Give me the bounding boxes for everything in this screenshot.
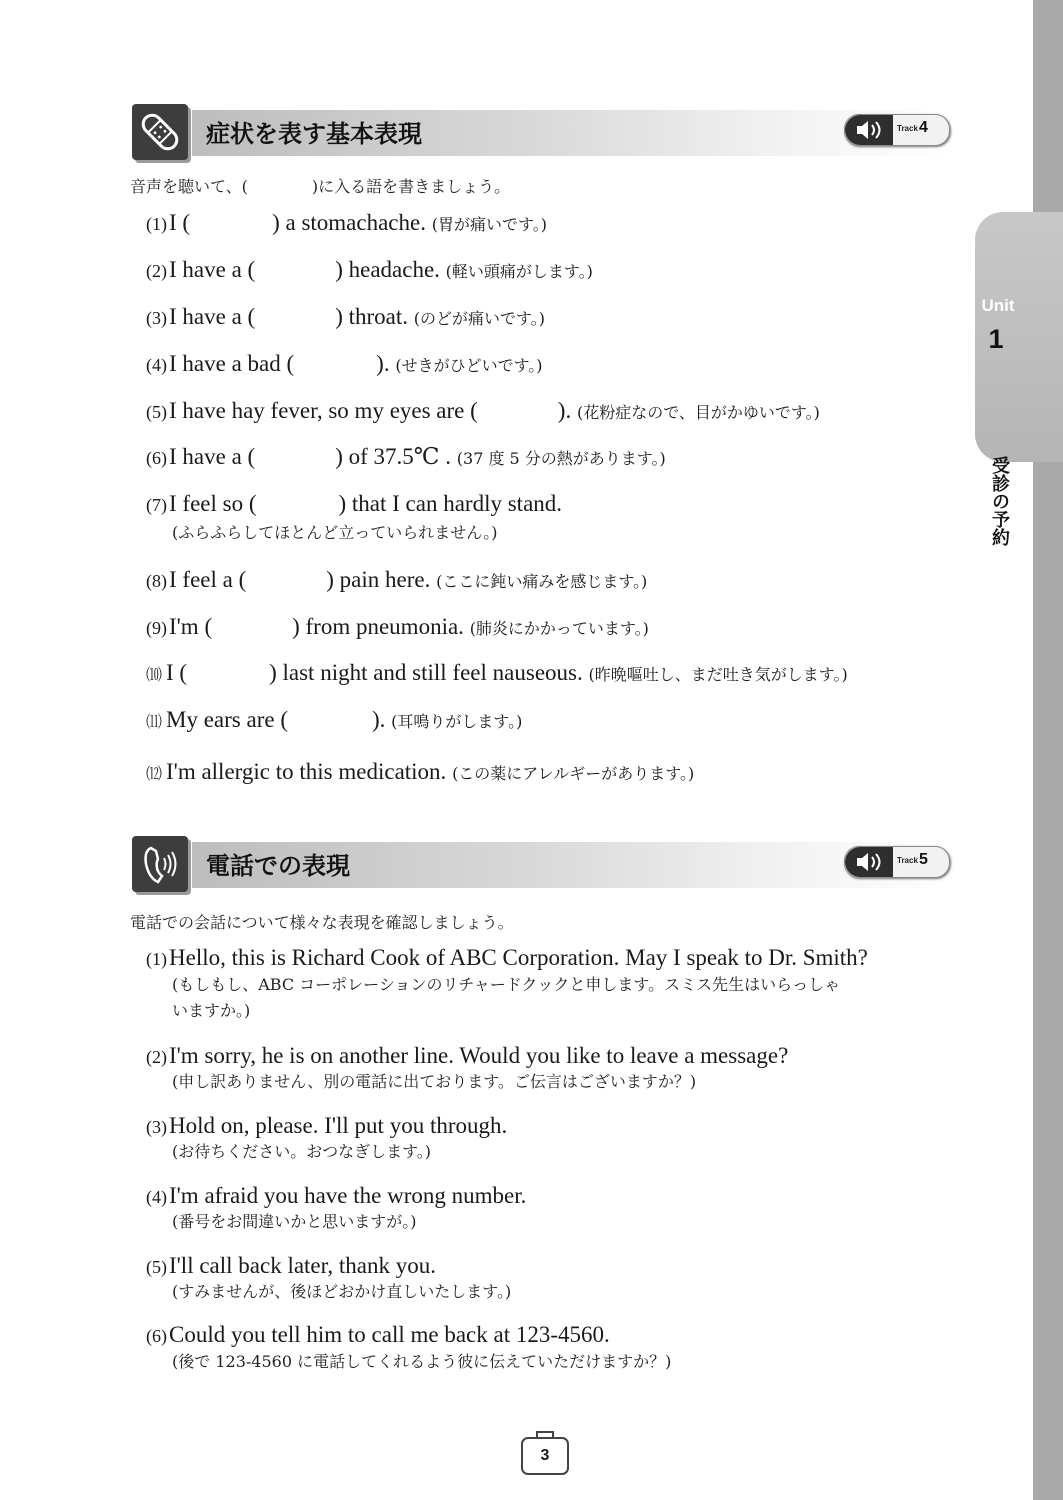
translation: (申し訳ありません、別の電話に出ております。ご伝言はございますか？) [172, 1072, 697, 1091]
speaker-icon [845, 847, 893, 877]
list-item: ⑽ I ( ) last night and still feel nauseous. (昨晩嘔吐し、まだ吐き気がします。) [146, 660, 848, 685]
list-item: (5)I have hay fever, so my eyes are ( ). (花粉症なので、目がかゆいです。) [146, 398, 820, 423]
list-item: ⑾ My ears are ( ). (耳鳴りがします。) [146, 707, 523, 732]
track-label: Track [897, 856, 918, 865]
section-instruction: 音声を聴いて、( )に入る語を書きましょう。 [130, 177, 511, 196]
section-instruction: 電話での会話について様々な表現を確認しましょう。 [130, 913, 514, 932]
translation: (後で 123-4560 に電話してくれるよう彼に伝えていただけますか？) [172, 1352, 672, 1371]
section-header-phone [132, 836, 952, 898]
list-item: (8)I feel a ( ) pain here. (ここに鈍い痛みを感じます。) [146, 567, 648, 592]
list-item: (7)I feel so ( ) that I can hardly stand. [146, 491, 563, 516]
list-item: (6)Could you tell him to call me back at 123-4560. [146, 1322, 610, 1347]
translation: (もしもし、ABC コーポレーションのリチャードクックと申します。スミス先生はいらっしゃ [172, 975, 841, 994]
audio-track-button[interactable] [844, 846, 950, 878]
speaker-icon [845, 115, 893, 145]
list-item: (3)I have a ( ) throat. (のどが痛いです。) [146, 304, 545, 329]
unit-label: Unit [981, 296, 1015, 315]
translation: (お待ちください。おつなぎします。) [172, 1142, 432, 1161]
phone-icon [132, 836, 188, 892]
list-item: (2)I have a ( ) headache. (軽い頭痛がします。) [146, 257, 593, 282]
list-item: ⑿ I'm allergic to this medication. (この薬にアレルギーがあります。) [146, 759, 695, 784]
translation: いますか。) [172, 1001, 251, 1020]
bandage-icon [132, 104, 188, 160]
track-label: Track [897, 124, 918, 133]
list-item: (1)I ( ) a stomachache. (胃が痛いです。) [146, 210, 547, 235]
list-item: (6)I have a ( ) of 37.5℃ . (37 度 5 分の熱があります。) [146, 444, 666, 469]
chapter-title: 受診の予約 [989, 456, 1010, 546]
list-item: (9)I'm ( ) from pneumonia. (肺炎にかかっています。) [146, 614, 649, 639]
list-item: (4)I have a bad ( ). (せきがひどいです。) [146, 351, 543, 376]
list-item: (5)I'll call back later, thank you. [146, 1253, 436, 1278]
track-number: 5 [919, 851, 928, 868]
page-number: 3 [521, 1437, 569, 1475]
list-item: (3)Hold on, please. I'll put you through. [146, 1113, 508, 1138]
list-item: (4)I'm afraid you have the wrong number. [146, 1183, 527, 1208]
section-header-symptoms [132, 104, 952, 166]
unit-number: 1 [988, 324, 1004, 354]
list-item: (2)I'm sorry, he is on another line. Would you like to leave a message? [146, 1043, 789, 1068]
section-title: 症状を表す基本表現 [206, 120, 422, 148]
translation: (番号をお間違いかと思いますが。) [172, 1212, 417, 1231]
translation: (ふらふらしてほとんど立っていられません。) [172, 523, 498, 542]
track-number: 4 [919, 119, 928, 136]
translation: (すみませんが、後ほどおかけ直しいたします。) [172, 1282, 512, 1301]
list-item: (1)Hello, this is Richard Cook of ABC Corporation. May I speak to Dr. Smith? [146, 945, 868, 970]
audio-track-button[interactable] [844, 114, 950, 146]
section-title: 電話での表現 [206, 852, 350, 880]
